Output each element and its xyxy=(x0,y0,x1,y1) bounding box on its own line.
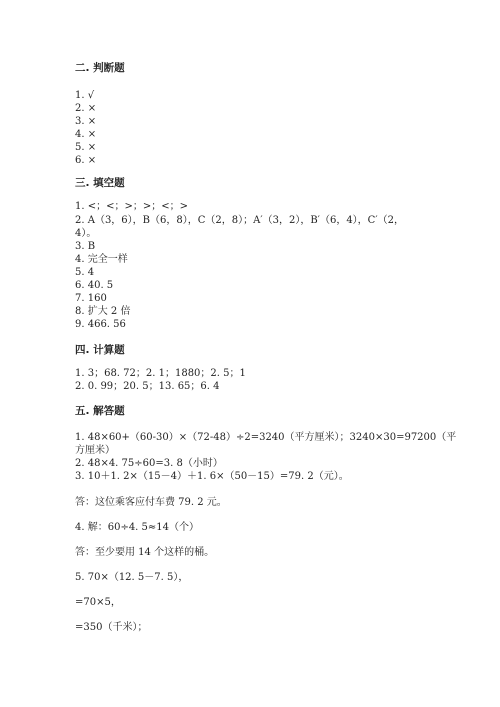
section-5-item-3: 3. 10＋1. 2×（15－4）＋1. 6×（50－15）=79. 2（元）。 xyxy=(75,471,349,482)
section-3-item-9: 9. 466. 56 xyxy=(75,319,126,330)
section-2-item-6: 6. × xyxy=(75,155,97,166)
section-5-answer-3: 答：这位乘客应付车费 79. 2 元。 xyxy=(75,497,227,508)
section-4-item-2: 2. 0. 99；20. 5；13. 65；6. 4 xyxy=(75,381,220,392)
section-4-heading: 四. 计算题 xyxy=(75,344,125,356)
section-2-item-1: 1. √ xyxy=(75,90,95,101)
section-3-item-1: 1. <；<；>；>；<；> xyxy=(75,201,188,212)
section-3-item-5: 5. 4 xyxy=(75,267,95,278)
section-5-item-1-cont: 方厘米） xyxy=(75,445,115,456)
section-5-item-5: 5. 70×（12. 5－7. 5）， xyxy=(75,572,189,583)
section-5-item-5-step-2: =70×5， xyxy=(75,597,121,608)
section-2-item-5: 5. × xyxy=(75,142,97,153)
section-4-item-1: 1. 3；68. 72；2. 1；1880；2. 5；1 xyxy=(75,368,246,379)
section-3-heading: 三. 填空题 xyxy=(75,177,125,189)
section-3-item-2: 2. A（3，6），B（6，8），C（2，8）；A′（3，2），B′（6，4），C′（2， xyxy=(75,215,404,226)
section-5-item-2: 2. 48×4. 75÷60=3. 8（小时） xyxy=(75,458,223,469)
section-5-answer-4: 答：至少要用 14 个这样的桶。 xyxy=(75,547,215,558)
section-3-item-6: 6. 40. 5 xyxy=(75,280,114,291)
section-2-item-3: 3. × xyxy=(75,116,97,127)
section-2-heading: 二. 判断题 xyxy=(75,62,125,74)
section-3-item-8: 8. 扩大 2 倍 xyxy=(75,306,131,317)
section-5-item-5-step-3: =350（千米）； xyxy=(75,622,148,633)
section-2-item-4: 4. × xyxy=(75,129,97,140)
section-5-heading: 五. 解答题 xyxy=(75,405,125,417)
section-3-item-3: 3. B xyxy=(75,241,96,252)
section-5-item-1: 1. 48×60+（60-30）×（72-48）÷2=3240（平方厘米）；3240×30=97200（平 xyxy=(75,432,457,443)
section-5-item-4: 4. 解：60÷4. 5≈14（个） xyxy=(75,522,200,533)
section-3-item-7: 7. 160 xyxy=(75,293,107,304)
section-2-item-2: 2. × xyxy=(75,103,97,114)
section-3-item-4: 4. 完全一样 xyxy=(75,254,128,265)
section-3-item-2-cont: 4）。 xyxy=(75,228,97,239)
